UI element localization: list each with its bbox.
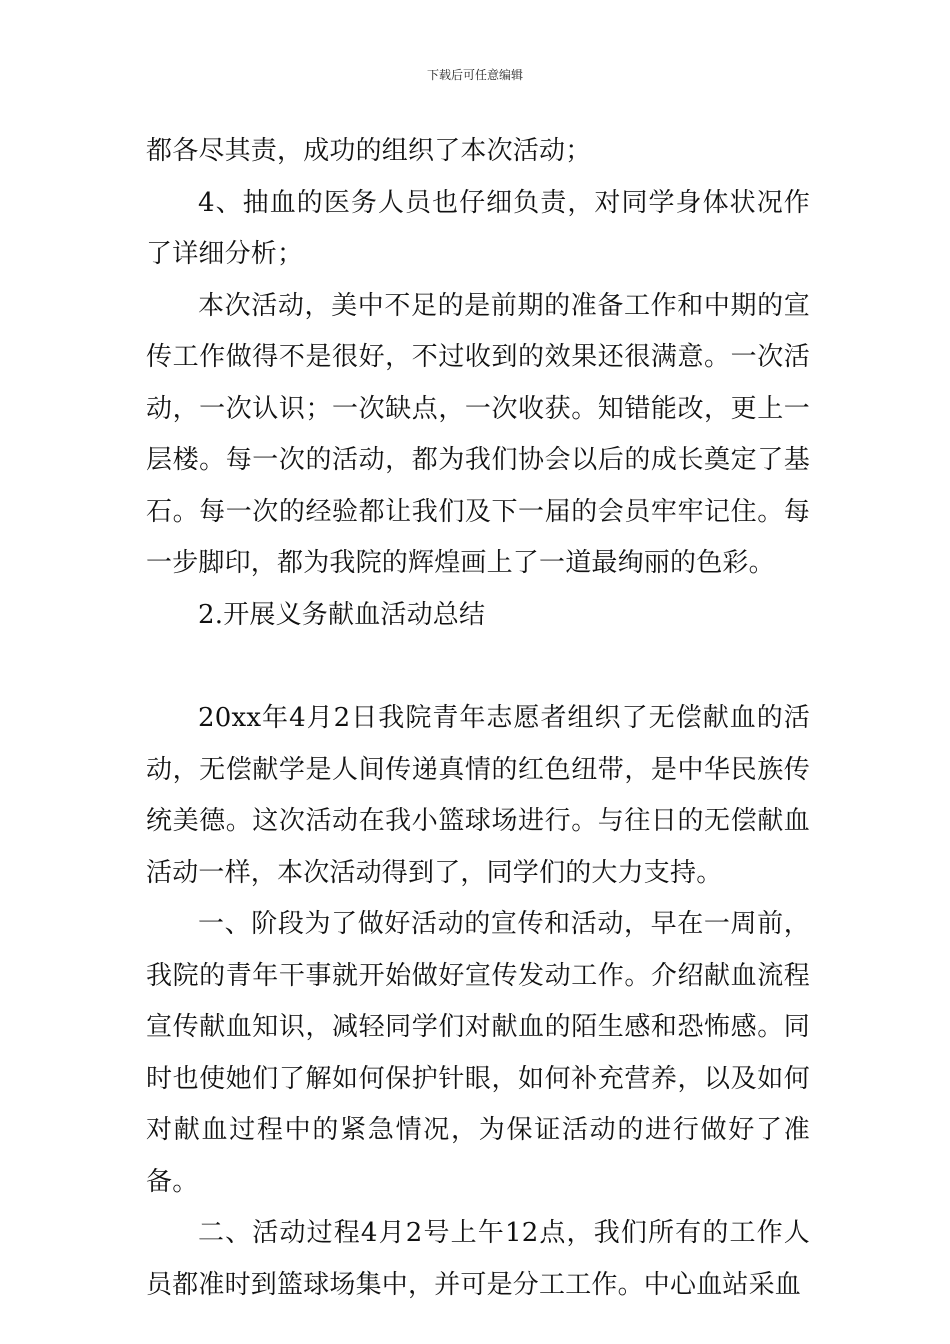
page-header-note: 下载后可任意编辑 xyxy=(426,68,523,82)
paragraph-item-4: 4、抽血的医务人员也仔细负责，对同学身体状况作了详细分析； xyxy=(146,187,810,269)
document-body xyxy=(146,126,810,1311)
paragraph-continuation: 都各尽其责，成功的组织了本次活动； xyxy=(146,136,592,166)
paragraph-reflection: 本次活动，美中不足的是前期的准备工作和中期的宣传工作做得不是很好，不过收到的效果还很满意。一次活动，一次认识；一次缺点，一次收获。知错能改，更上一层楼。每一次的活动，都为我们协会以后的成长奠定了基石。每一次的经验都让我们及下一届的会员牢牢记住。每一步脚印，都为我院的辉煌画上了一道最绚丽的色彩。 xyxy=(146,290,810,578)
section-heading: 2.开展义务献血活动总结 xyxy=(198,599,486,630)
paragraph-stage-two: 二、活动过程4月2号上午12点，我们所有的工作人员都准时到篮球场集中，并可是分工工作。中心血站采血 xyxy=(146,1218,810,1300)
paragraph-stage-one: 一、阶段为了做好活动的宣传和活动，早在一周前，我院的青年干事就开始做好宣传发动工作。介绍献血流程宣传献血知识，减轻同学们对献血的陌生感和恐怖感。同时也使她们了解如何保护针眼，如何补充营养，以及如何对献血过程中的紧急情况，为保证活动的进行做好了准备。 xyxy=(146,909,810,1197)
paragraph-intro: 20xx年4月2日我院青年志愿者组织了无偿献血的活动，无偿献学是人间传递真情的红色纽带，是中华民族传统美德。这次活动在我小篮球场进行。与往日的无偿献血活动一样，本次活动得到了，同学们的大力支持。 xyxy=(146,703,810,888)
section-spacer xyxy=(146,641,810,693)
